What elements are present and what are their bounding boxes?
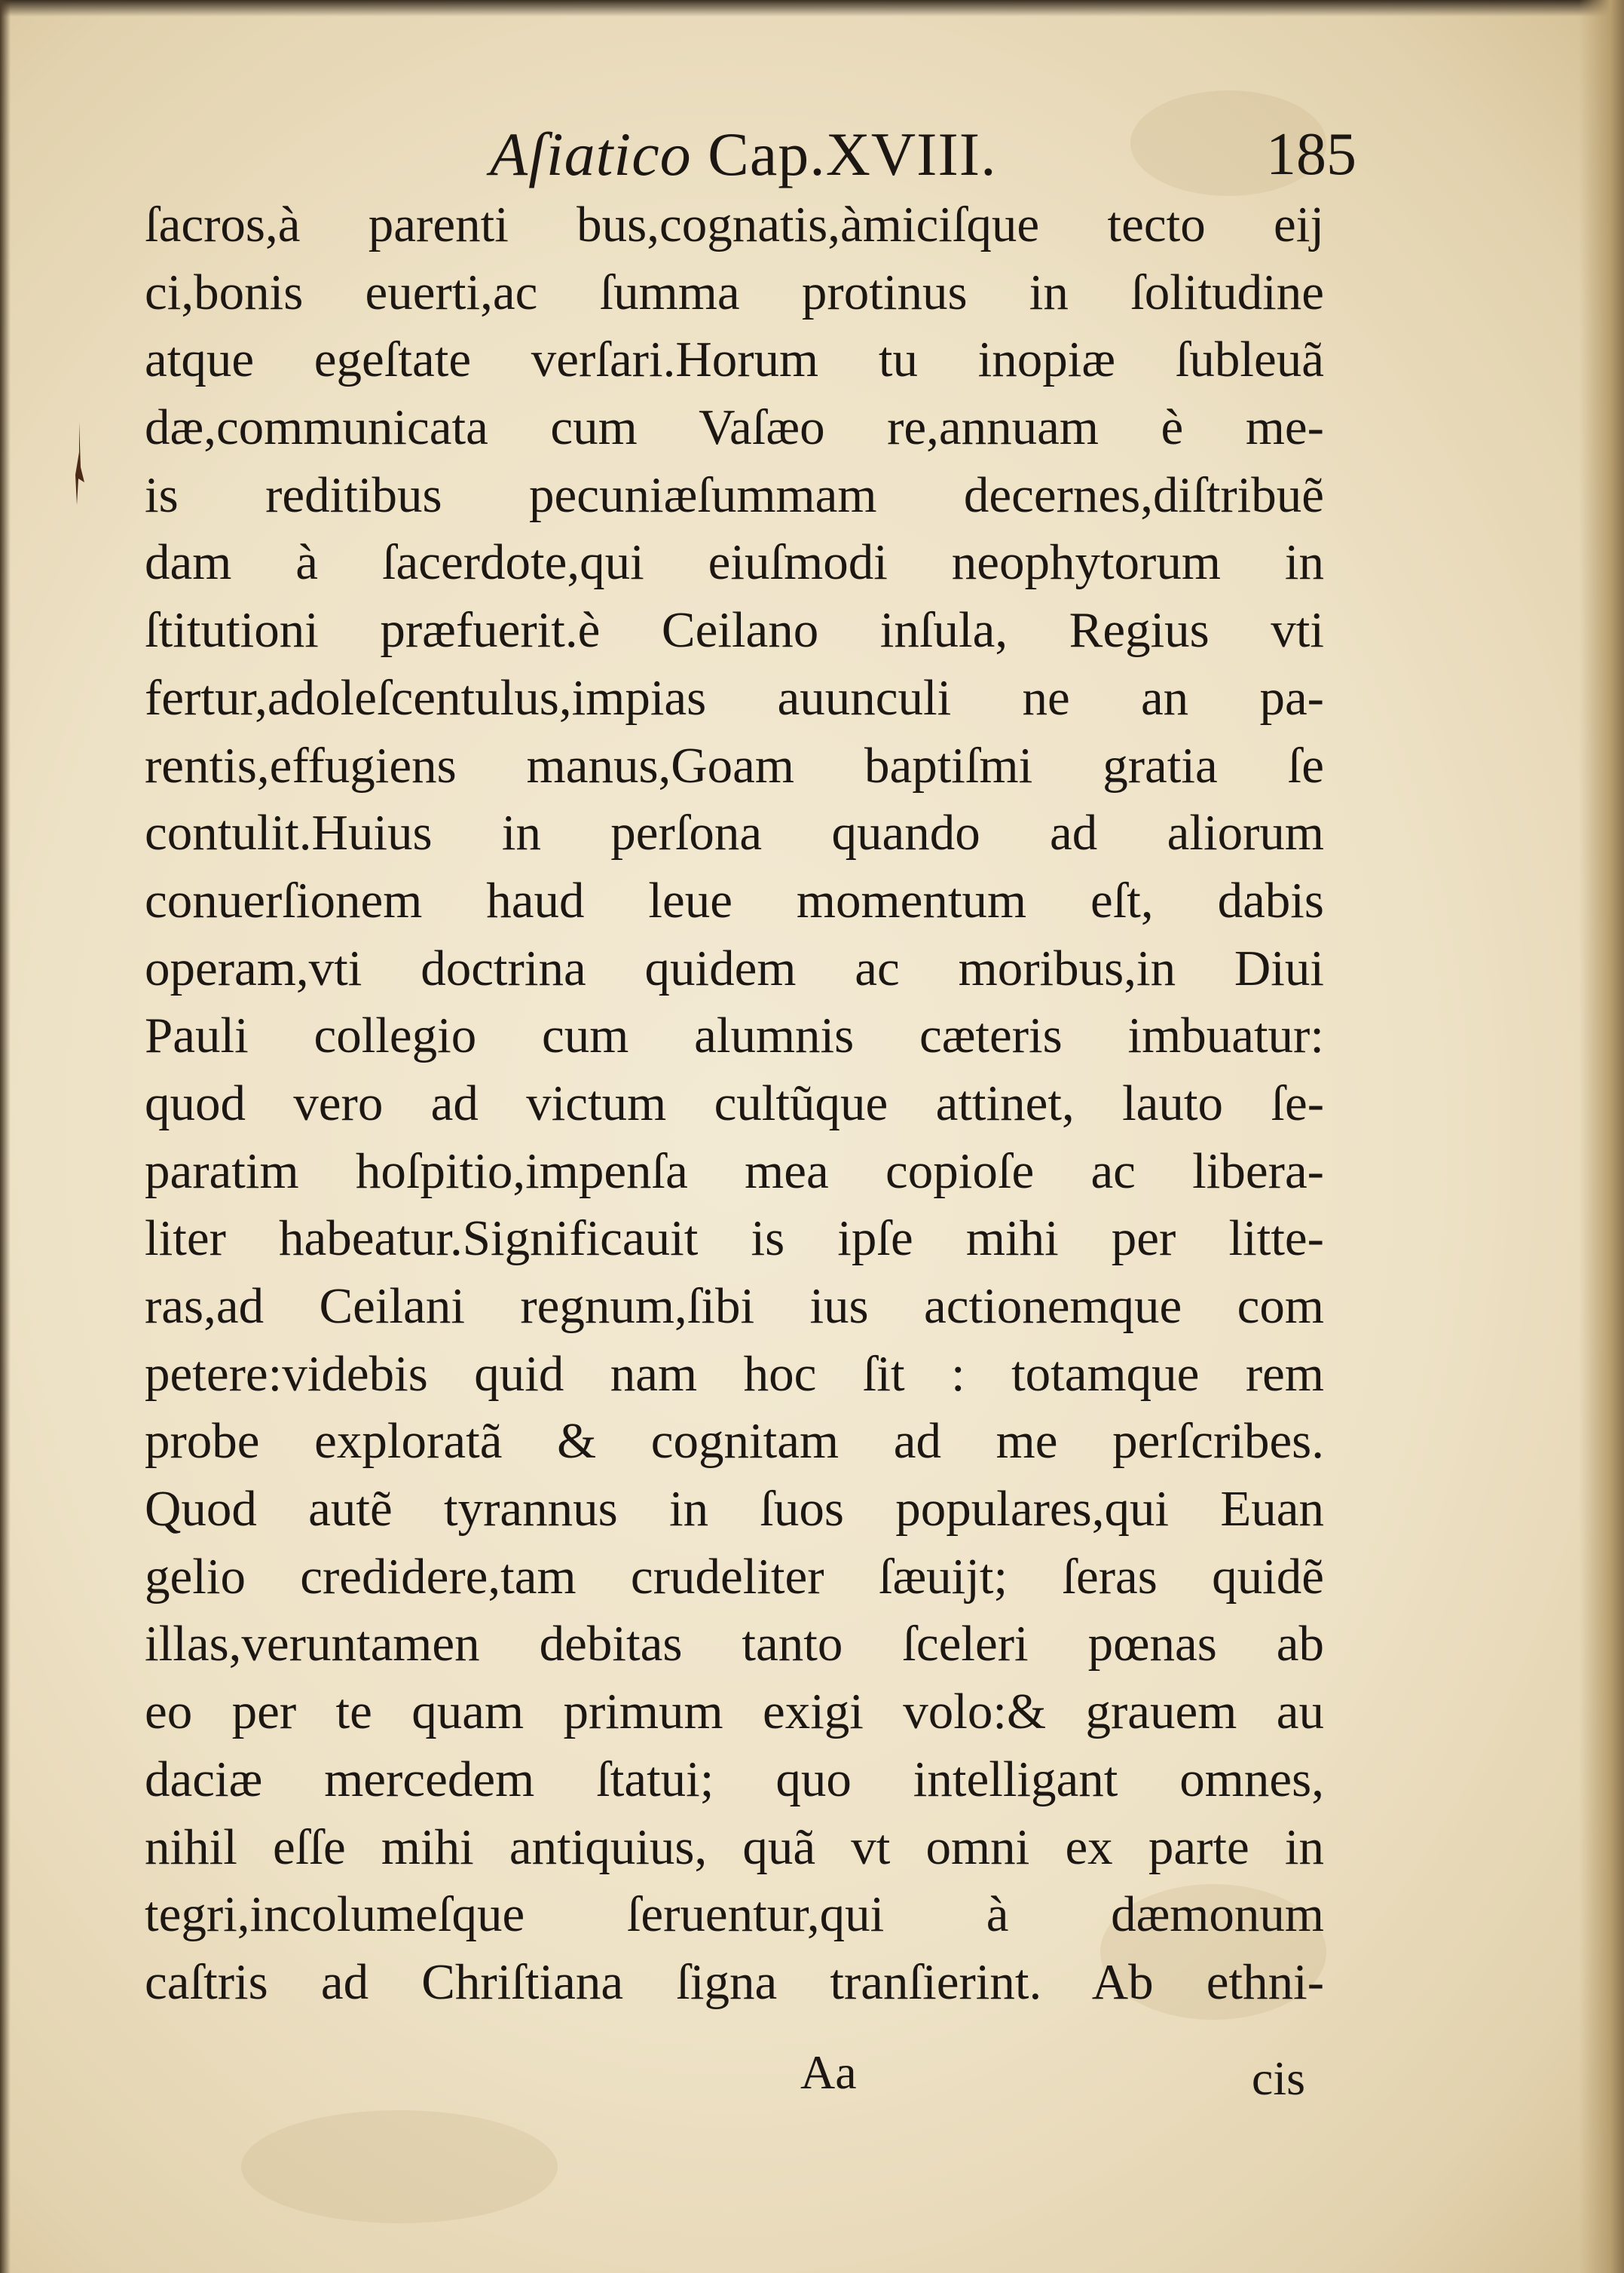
- page-left-edge: [0, 0, 11, 2273]
- text-line: ci,bonis euerti,ac ſumma protinus in ſolitudine: [145, 264, 1324, 320]
- text-line: tegri,incolumeſque ſeruentur,qui à dæmonum: [145, 1886, 1324, 1943]
- page-right-edge: [1579, 0, 1624, 2273]
- text-line: caſtris ad Chriſtiana ſigna tranſierint. Ab ethni-: [145, 1953, 1324, 2010]
- text-line: contulit.Huius in perſona quando ad aliorum: [145, 805, 1324, 861]
- text-line: operam,vti doctrina quidem ac moribus,in Diui: [145, 940, 1324, 996]
- text-line: eo per te quam primum exigi volo:& grauem au: [145, 1684, 1324, 1740]
- body-text: [145, 191, 1324, 2017]
- text-line: Quod autẽ tyrannus in ſuos populares,qui Euan: [145, 1481, 1324, 1537]
- text-line: probe exploratã & cognitam ad me perſcribes.: [145, 1413, 1324, 1470]
- page-number: 185: [1266, 121, 1356, 188]
- text-line: paratim hoſpitio,impenſa mea copioſe ac libera-: [145, 1143, 1324, 1199]
- catchword: cis: [1251, 2051, 1305, 2105]
- running-head-title: [490, 113, 997, 196]
- text-line: ſacros,à parenti bus,cognatis,àmiciſque tecto eij: [145, 197, 1324, 252]
- page-top-edge: [0, 0, 1624, 17]
- text-line: liter habeatur.Significauit is ipſe mihi per litte-: [145, 1210, 1324, 1267]
- text-line: rentis,effugiens manus,Goam baptiſmi gratia ſe: [145, 737, 1324, 794]
- text-line: petere:videbis quid nam hoc ſit : totamque rem: [145, 1345, 1324, 1402]
- text-line: daciæ mercedem ſtatui; quo intelligant omnes,: [145, 1751, 1324, 1807]
- text-line: illas,veruntamen debitas tanto ſceleri pœnas ab: [145, 1616, 1324, 1672]
- text-line: nihil eſſe mihi antiquius, quã vt omni ex parte in: [145, 1819, 1324, 1875]
- margin-ink-mark: [72, 422, 86, 505]
- text-line: atque egeſtate verſari.Horum tu inopiæ ſubleuã: [145, 332, 1324, 388]
- running-head-word: Aſiatico: [490, 120, 692, 188]
- text-line: ras,ad Ceilani regnum,ſibi ius actionemque com: [145, 1278, 1324, 1334]
- text-line: Pauli collegio cum alumnis cæteris imbuatur:: [145, 1008, 1324, 1064]
- text-line: conuerſionem haud leue momentum eſt, dabis: [145, 872, 1324, 928]
- chapter-label: Cap.XVIII.: [708, 120, 997, 188]
- text-line: dam à ſacerdote,qui eiuſmodi neophytorum in: [145, 534, 1324, 591]
- running-header: [490, 113, 1356, 203]
- text-line: ſtitutioni præfuerit.è Ceilano inſula, Regius vti: [145, 602, 1324, 659]
- text-line: dæ,communicata cum Vaſæo re,annuam è me-: [145, 399, 1324, 456]
- text-line: is reditibus pecuniæſummam decernes,diſtribuẽ: [145, 467, 1324, 523]
- text-line: gelio credidere,tam crudeliter ſæuijt; ſeras quidẽ: [145, 1548, 1324, 1605]
- text-line: fertur,adoleſcentulus,impias auunculi ne an pa-: [145, 669, 1324, 726]
- paper-stain: [241, 2110, 558, 2223]
- text-line: quod vero ad victum cultũque attinet, lauto ſe-: [145, 1075, 1324, 1131]
- page-footer: [145, 2035, 1305, 2110]
- signature-mark: Aa: [800, 2045, 857, 2099]
